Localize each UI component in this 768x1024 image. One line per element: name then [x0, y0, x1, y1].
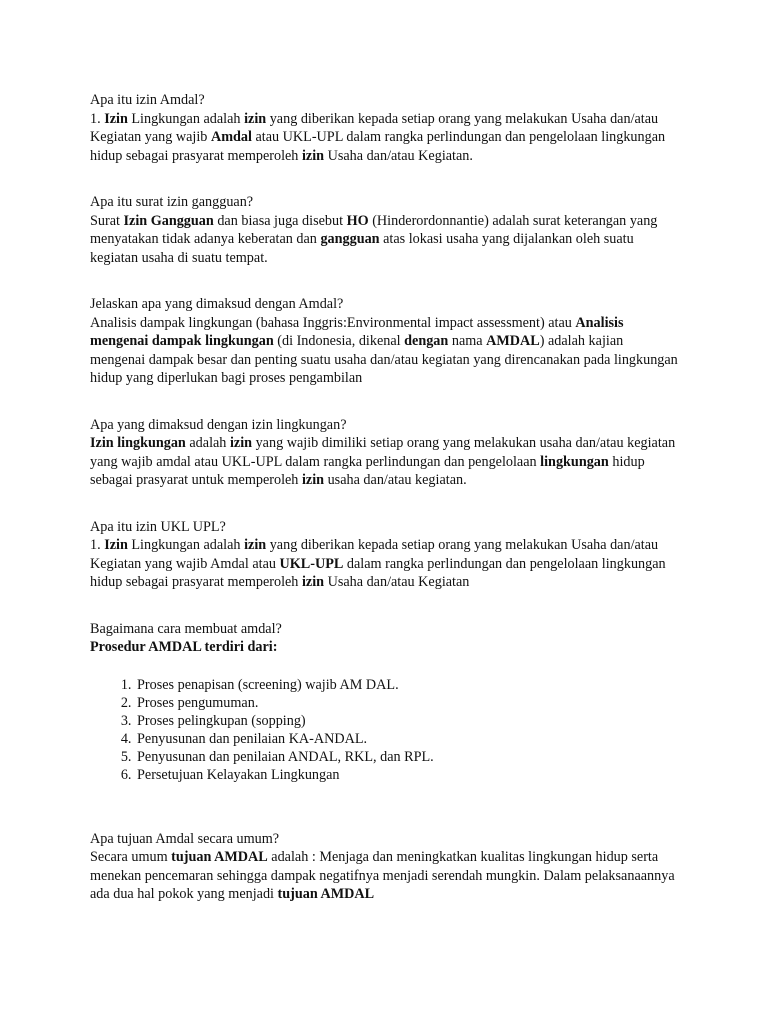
bold-text: Izin Gangguan: [123, 212, 214, 229]
body-text: Usaha dan/atau Kegiatan.: [324, 147, 473, 164]
body-text: adalah: [185, 435, 230, 451]
answer-paragraph: [90, 212, 680, 268]
prosedur-heading: Prosedur AMDAL terdiri dari:: [90, 639, 278, 655]
body-text: yang diberikan kepada setiap orang yang melakukan Usaha dan/atau Kegiatan yang wajib Amdal atau: [90, 537, 659, 572]
answer-paragraph: [90, 314, 680, 388]
qa-section-izin-amdal: [90, 91, 680, 165]
question-text: Apa tujuan Amdal secara umum?: [90, 830, 280, 847]
body-text: 1.: [90, 537, 105, 553]
bold-text: Izin: [104, 110, 128, 127]
body-text: atas lokasi usaha yang dijalankan oleh suatu kegiatan usaha di suatu tempat.: [90, 231, 634, 266]
body-text: ) adalah kajian mengenai dampak besar dan penting suatu usaha dan/atau kegiatan yang direncanakan pada lingkungan hidup yang diperlukan bagi proses pengambilan: [90, 333, 678, 386]
bold-text: Analisis mengenai dampak lingkungan: [90, 314, 624, 349]
list-item: 3. Proses pelingkupan (sopping): [135, 712, 680, 730]
body-text: adalah : Menjaga dan meningkatkan kualitas lingkungan hidup serta menekan pencemaran sehingga dampak negatifnya menjadi serendah mungkin. Dalam pelaksanaannya ada dua hal pokok yang menjadi: [90, 849, 675, 902]
body-text: 1.: [90, 110, 105, 127]
bold-text: izin: [244, 537, 267, 553]
bold-text: izin: [301, 147, 325, 164]
qa-section-izin-lingkungan: [90, 416, 680, 490]
body-text: (di Indonesia, dikenal: [273, 333, 405, 349]
body-text: Lingkungan adalah: [127, 537, 245, 553]
bold-text: AMDAL: [486, 333, 540, 349]
question-text: Jelaskan apa yang dimaksud dengan Amdal?: [90, 296, 344, 312]
bold-text: izin: [301, 574, 325, 590]
prosedur-steps-list: [90, 676, 680, 784]
qa-section-izin-gangguan: [90, 193, 680, 267]
answer-paragraph: [90, 536, 680, 592]
bold-text: dengan: [404, 333, 449, 349]
list-item: 5. Penyusunan dan penilaian ANDAL, RKL, dan RPL.: [135, 748, 680, 766]
body-text: hidup sebagai prasyarat untuk memperoleh: [90, 453, 645, 488]
body-text: usaha dan/atau kegiatan.: [324, 472, 467, 488]
body-text: (Hinderordonnantie) adalah surat keterangan yang menyatakan tidak adanya keberatan dan: [90, 212, 658, 247]
document-page: [90, 91, 680, 932]
body-text: Lingkungan adalah: [127, 110, 245, 127]
qa-section-ukl-upl: [90, 518, 680, 592]
bold-text: tujuan AMDAL: [171, 849, 268, 865]
body-text: yang wajib dimiliki setiap orang yang melakukan usaha dan/atau kegiatan yang wajib amdal atau UKL-UPL dalam rangka perlindungan dan pengelolaan: [90, 435, 676, 470]
body-text: nama: [448, 333, 487, 349]
bold-text: lingkungan: [540, 453, 609, 470]
list-item: 6. Persetujuan Kelayakan Lingkungan: [135, 766, 680, 784]
body-text: yang diberikan kepada setiap orang yang melakukan Usaha dan/atau Kegiatan yang wajib: [90, 110, 659, 145]
bold-text: HO: [346, 212, 369, 229]
body-text: Surat: [90, 212, 124, 229]
bold-text: Izin: [104, 537, 128, 553]
question-text: Apa itu izin Amdal?: [90, 92, 205, 108]
bold-text: izin: [301, 472, 325, 488]
bold-text: tujuan AMDAL: [277, 886, 375, 902]
bold-text: Izin lingkungan: [90, 435, 186, 451]
question-text: Bagaimana cara membuat amdal?: [90, 620, 282, 637]
bold-text: Amdal: [210, 129, 252, 145]
body-text: atau UKL-UPL dalam rangka perlindungan dan pengelolaan lingkungan hidup sebagai prasyarat memperoleh: [90, 129, 666, 164]
qa-section-definisi-amdal: [90, 295, 680, 388]
qa-section-tujuan: [90, 830, 680, 904]
answer-paragraph: [90, 434, 680, 490]
body-text: dan biasa juga disebut: [213, 212, 347, 229]
bold-text: izin: [229, 435, 253, 451]
bold-text: izin: [244, 110, 267, 127]
bold-text: gangguan: [320, 231, 380, 247]
question-text: Apa itu izin UKL UPL?: [90, 518, 226, 535]
list-item: 1. Proses penapisan (screening) wajib AM DAL.: [135, 676, 680, 694]
list-item: 2. Proses pengumuman.: [135, 694, 680, 712]
body-text: Usaha dan/atau Kegiatan: [324, 574, 470, 590]
question-text: Apa itu surat izin gangguan?: [90, 194, 254, 210]
body-text: Secara umum: [90, 849, 172, 865]
body-text: Analisis dampak lingkungan (bahasa Inggris:Environmental impact assessment) atau: [90, 314, 576, 331]
body-text: dalam rangka perlindungan dan pengelolaan lingkungan hidup sebagai prasyarat memperoleh: [90, 555, 666, 590]
question-text: Apa yang dimaksud dengan izin lingkungan?: [90, 416, 347, 433]
answer-paragraph: [90, 848, 680, 904]
bold-text: UKL-UPL: [279, 555, 344, 572]
qa-section-prosedur: [90, 620, 680, 784]
list-item: 4. Penyusunan dan penilaian KA-ANDAL.: [135, 730, 680, 748]
answer-paragraph: [90, 110, 680, 166]
